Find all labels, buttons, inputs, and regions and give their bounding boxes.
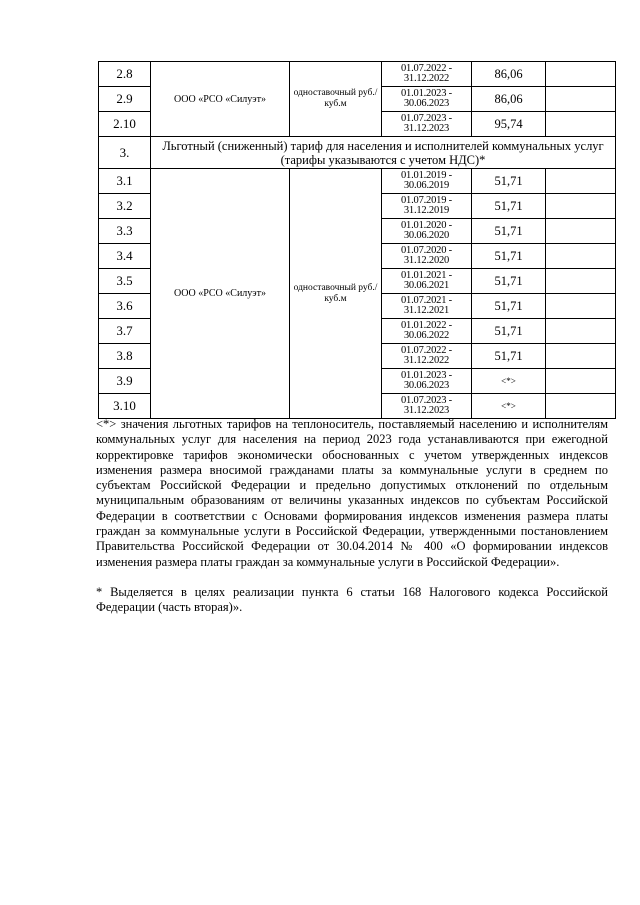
period: 01.01.2023 - 30.06.2023 [382, 369, 472, 394]
row-number: 2.8 [99, 62, 151, 87]
tariff-value: 51,71 [472, 319, 546, 344]
section-heading-row [99, 137, 616, 169]
table-row [99, 62, 616, 87]
empty-cell [546, 319, 616, 344]
row-number: 3.9 [99, 369, 151, 394]
row-number: 2.9 [99, 87, 151, 112]
period: 01.01.2023 - 30.06.2023 [382, 87, 472, 112]
period: 01.07.2022 - 31.12.2022 [382, 344, 472, 369]
empty-cell [546, 294, 616, 319]
row-number: 3.3 [99, 219, 151, 244]
period: 01.07.2021 - 31.12.2021 [382, 294, 472, 319]
tariff-value: 51,71 [472, 219, 546, 244]
empty-cell [546, 369, 616, 394]
section-title: Льготный (сниженный) тариф для населения и исполнителей коммунальных услуг (тарифы указываются с учетом НДС)* [151, 137, 616, 169]
empty-cell [546, 244, 616, 269]
row-number: 3.1 [99, 169, 151, 194]
empty-cell [546, 194, 616, 219]
tariff-value: 95,74 [472, 112, 546, 137]
row-number: 3.10 [99, 394, 151, 419]
empty-cell [546, 394, 616, 419]
period: 01.01.2022 - 30.06.2022 [382, 319, 472, 344]
organization-name: ООО «РСО «Силуэт» [151, 62, 290, 137]
tariff-value: 51,71 [472, 244, 546, 269]
row-number: 2.10 [99, 112, 151, 137]
period: 01.07.2019 - 31.12.2019 [382, 194, 472, 219]
footnote-star: <*> значения льготных тарифов на теплоноситель, поставляемый населению и исполнителям коммунальных услуг для населения на период 2023 года устанавливаются при ежегодной корректировке тарифов экономически обоснованных с учетом утвержденных индексов изменения размера вносимой гражданами платы за коммунальные услуги в среднем по субъектам Российской Федерации и предельно допустимых отклонений по отдельным муниципальным образованиям от величины указанных индексов по субъектам Российской Федерации в соответствии с Основами формирования индексов изменения размера платы граждан за коммунальные услуги в Российской Федерации, утвержденными постановлением Правительства Российской Федерации от 30.04.2014 № 400 «О формировании индексов изменения размера платы граждан за коммунальные услуги в Российской Федерации». [96, 417, 608, 569]
tariff-value: 86,06 [472, 87, 546, 112]
tariff-value: 51,71 [472, 169, 546, 194]
tariff-value: <*> [472, 394, 546, 419]
period: 01.07.2022 - 31.12.2022 [382, 62, 472, 87]
empty-cell [546, 87, 616, 112]
table-row [99, 169, 616, 194]
row-number: 3.8 [99, 344, 151, 369]
row-number: 3.5 [99, 269, 151, 294]
period: 01.07.2023 - 31.12.2023 [382, 112, 472, 137]
period: 01.07.2020 - 31.12.2020 [382, 244, 472, 269]
row-number: 3.4 [99, 244, 151, 269]
period: 01.01.2019 - 30.06.2019 [382, 169, 472, 194]
tariff-value: <*> [472, 369, 546, 394]
rate-type: одноставочный руб./куб.м [290, 169, 382, 419]
rate-type: одноставочный руб./куб.м [290, 62, 382, 137]
tariff-value: 51,71 [472, 269, 546, 294]
period: 01.01.2020 - 30.06.2020 [382, 219, 472, 244]
row-number: 3.2 [99, 194, 151, 219]
period: 01.07.2023 - 31.12.2023 [382, 394, 472, 419]
tariff-value: 51,71 [472, 344, 546, 369]
tariff-value: 51,71 [472, 294, 546, 319]
empty-cell [546, 112, 616, 137]
row-number: 3.7 [99, 319, 151, 344]
organization-name: ООО «РСО «Силуэт» [151, 169, 290, 419]
tariff-table [98, 61, 616, 419]
empty-cell [546, 169, 616, 194]
tariff-value: 51,71 [472, 194, 546, 219]
empty-cell [546, 269, 616, 294]
period: 01.01.2021 - 30.06.2021 [382, 269, 472, 294]
footnote-vat: * Выделяется в целях реализации пункта 6 статьи 168 Налогового кодекса Российской Федерации (часть вторая)». [96, 585, 608, 615]
empty-cell [546, 344, 616, 369]
empty-cell [546, 219, 616, 244]
tariff-value: 86,06 [472, 62, 546, 87]
row-number: 3.6 [99, 294, 151, 319]
section-number: 3. [99, 137, 151, 169]
empty-cell [546, 62, 616, 87]
